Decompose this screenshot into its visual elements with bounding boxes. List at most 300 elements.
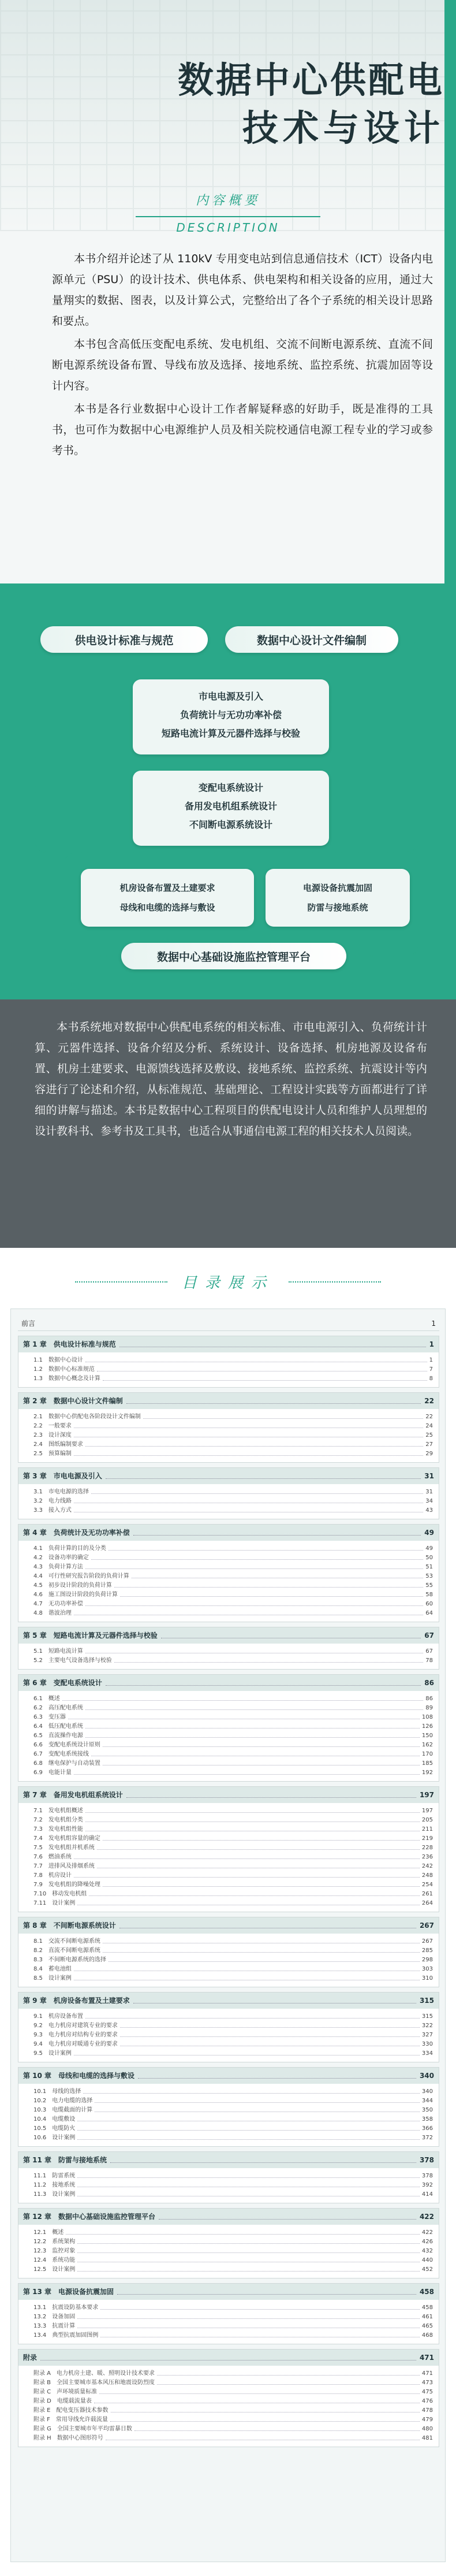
toc-chapter-title: 第 3 章 市电电源及引入	[23, 1472, 102, 1480]
toc-leader-dots	[133, 1993, 416, 2003]
toc-section	[18, 1563, 439, 1572]
toc-section-title: 6.5 直流操作电源	[33, 1733, 83, 1739]
toc-section-page: 461	[421, 2314, 433, 2320]
toc-chapter	[18, 1524, 439, 1622]
toc-section	[18, 2012, 439, 2021]
toc-chapter-heading	[18, 2068, 439, 2084]
toc-leader-dots	[85, 1600, 423, 1606]
toc-section	[18, 1825, 439, 1834]
toc-leader-dots	[120, 2021, 420, 2028]
toc-chapter-heading	[18, 1468, 439, 1484]
toc-chapter-heading	[18, 1917, 439, 1934]
toc-section-title: 10.6 设计案例	[33, 2135, 76, 2141]
toc-chapter-heading	[18, 2350, 439, 2366]
toc-section-page: 285	[421, 1947, 433, 1954]
toc-heading-text: 目录展示	[181, 1274, 274, 1292]
toc-leader-dots	[106, 1675, 421, 1686]
intro-heading-divider	[136, 216, 320, 217]
toc-section-title: 4.2 设备功率的确定	[33, 1555, 89, 1561]
book-title	[144, 58, 444, 154]
toc-section-page: 378	[421, 2173, 433, 2179]
toc-section-page: 327	[421, 2032, 433, 2038]
toc-section-page: 211	[421, 1826, 433, 1832]
toc-section-title: 2.3 设计深度	[33, 1432, 72, 1438]
cover-section	[0, 0, 456, 583]
toc-chapter-title: 第 4 章 负荷统计及无功功率补偿	[23, 1529, 130, 1537]
toc-section-title: 8.5 设计案例	[33, 1975, 72, 1982]
toc-section	[18, 1506, 439, 1515]
toc-section-page: 471	[421, 2370, 433, 2377]
toc-section-page: 64	[425, 1610, 433, 1616]
toc-section-title: 7.6 燃油系统	[33, 1854, 72, 1860]
toc-heading-rule-left	[75, 1281, 167, 1283]
toc-chapter	[18, 2208, 439, 2278]
toc-section-title: 1.2 数据中心标准规范	[33, 1366, 95, 1373]
toc-section-page: 51	[425, 1564, 433, 1570]
toc-chapter-heading	[18, 1627, 439, 1644]
toc-chapter-title: 第 7 章 备用发电机组系统设计	[23, 1791, 123, 1799]
toc-leader-dots	[117, 2284, 416, 2295]
toc-section-page: 334	[421, 2050, 433, 2057]
toc-section-page: 298	[421, 1957, 433, 1963]
toc-preface	[18, 1316, 439, 1331]
summary-text	[35, 1017, 427, 1142]
toc-leader-dots	[157, 2369, 420, 2376]
toc-section-page: 344	[421, 2098, 433, 2104]
toc-section-page: 58	[425, 1592, 433, 1598]
toc-chapter-title: 第 5 章 短路电流计算及元器件选择与校验	[23, 1631, 158, 1640]
toc-section	[18, 1937, 439, 1946]
toc-chapter	[18, 1917, 439, 1987]
toc-section	[18, 2322, 439, 2331]
toc-section-title: 6.1 概述	[33, 1696, 60, 1702]
toc-section-page: 414	[421, 2191, 433, 2198]
toc-leader-dots	[103, 1880, 420, 1887]
toc-leader-dots	[74, 1768, 420, 1775]
toc-section	[18, 1965, 439, 1974]
toc-section-page: 34	[425, 1498, 433, 1504]
toc-section-page: 476	[421, 2398, 433, 2404]
toc-leader-dots	[91, 1488, 423, 1494]
toc-leader-dots	[74, 2049, 420, 2055]
toc-section-title: 2.5 预算编制	[33, 1451, 72, 1457]
toc-section	[18, 2434, 439, 2443]
toc-section	[18, 2040, 439, 2049]
toc-leader-dots	[119, 1336, 426, 1347]
toc-section-title: 7.9 发电机组的降噪处理	[33, 1882, 100, 1888]
diagram-item: 变配电系统设计	[198, 782, 263, 793]
toc-section-page: 55	[425, 1582, 433, 1589]
toc-leader-dots	[74, 1497, 423, 1503]
toc-section	[18, 1656, 439, 1666]
toc-section-page: 219	[421, 1835, 433, 1842]
toc-section	[18, 2031, 439, 2040]
toc-section	[18, 1356, 439, 1365]
toc-section-page: 60	[425, 1601, 433, 1607]
toc-section-title: 13.3 抗震计算	[33, 2323, 76, 2329]
toc-leader-dots	[120, 1590, 423, 1597]
toc-leader-dots	[103, 1759, 420, 1765]
toc-chapter-page: 1	[429, 1340, 434, 1348]
toc-section-title: 11.1 防雷系统	[33, 2173, 76, 2179]
toc-section	[18, 1497, 439, 1506]
toc-chapter	[18, 1992, 439, 2062]
toc-chapter-title: 第 10 章 母线和电缆的选择与敷设	[23, 2072, 135, 2080]
toc-section-title: 7.2 发电机组分类	[33, 1817, 83, 1823]
toc-heading	[0, 1271, 456, 1292]
toc-chapter-heading	[18, 1336, 439, 1352]
toc-leader-dots	[106, 1468, 421, 1479]
toc-section	[18, 2228, 439, 2237]
toc-section	[18, 2097, 439, 2106]
toc-chapter-page: 315	[419, 1997, 434, 2005]
toc-section-page: 458	[421, 2304, 433, 2311]
toc-leader-dots	[132, 1572, 423, 1578]
toc-section-page: 25	[425, 1432, 433, 1438]
toc-leader-dots	[103, 1741, 420, 1747]
toc-leader-dots	[97, 1862, 420, 1868]
toc-leader-dots	[85, 1563, 423, 1569]
toc-section-title: 9.1 机房设备布置	[33, 2013, 83, 2020]
toc-section-title: 13.2 设备加固	[33, 2314, 76, 2320]
toc-section-title: 1.1 数据中心设计	[33, 1357, 83, 1363]
toc-chapter-title: 附录	[23, 2354, 38, 2362]
toc-section-title: 10.2 电力电缆的选择	[33, 2098, 93, 2104]
toc-section-title: 6.2 高压配电系统	[33, 1705, 83, 1711]
toc-section-page: 468	[421, 2332, 433, 2339]
toc-section-page: 89	[425, 1705, 433, 1711]
toc-section	[18, 1816, 439, 1825]
toc-section-title: 4.8 谐波治理	[33, 1610, 72, 1616]
toc-section	[18, 1899, 439, 1908]
toc-section-page: 440	[421, 2257, 433, 2263]
toc-section-title: 4.1 负荷计算的目的及分类	[33, 1545, 106, 1552]
toc-section-title: 3.3 接入方式	[33, 1507, 72, 1514]
toc-section-title: 11.3 设计案例	[33, 2191, 76, 2198]
toc-section	[18, 2087, 439, 2097]
toc-section-title: 6.6 变配电系统设计原则	[33, 1742, 100, 1748]
toc-section-page: 426	[421, 2239, 433, 2245]
toc-section	[18, 2237, 439, 2247]
toc-leader-dots	[157, 2378, 420, 2385]
toc-section	[18, 1365, 439, 1374]
toc-section-page: 170	[421, 1751, 433, 1757]
toc-section-title: 附录 A 电力机房土建、暖、照明设计技术要求	[33, 2370, 155, 2377]
toc-section-title: 5.2 主要电气设备选择与校验	[33, 1657, 112, 1664]
toc-leader-dots	[120, 2040, 420, 2046]
toc-section	[18, 1713, 439, 1722]
toc-section-page: 322	[421, 2023, 433, 2029]
intro-heading-zh: 内容概要	[195, 194, 260, 208]
toc-chapter-heading	[18, 2284, 439, 2300]
toc-section-page: 254	[421, 1882, 433, 1888]
intro-paragraph: 本书介绍并论述了从 110kV 专用变电站到信息通信技术（ICT）设备内电源单元（PSU）的设计技术、供电体系、供电架构和相关设备的应用，通过大量翔实的数据、图表，以及计算公式，完整给出了各个子系统的相关设计思路和要点。	[52, 252, 433, 328]
toc-chapter-page: 340	[419, 2072, 434, 2080]
toc-section-page: 24	[425, 1423, 433, 1429]
toc-chapter-title: 第 8 章 不间断电源系统设计	[23, 1921, 116, 1930]
toc-section	[18, 2388, 439, 2397]
toc-section	[18, 1759, 439, 1768]
toc-leader-dots	[91, 1553, 423, 1560]
toc-section	[18, 1956, 439, 1965]
toc-section	[18, 2265, 439, 2274]
toc-section-page: 162	[421, 1742, 433, 1748]
toc-leader-dots	[77, 2115, 420, 2121]
diagram-group-systems	[133, 771, 329, 846]
toc-leader-dots	[74, 1422, 423, 1428]
toc-section-title: 2.4 图纸编制要求	[33, 1441, 83, 1448]
toc-section-title: 9.4 电力机房对暖通专业的要求	[33, 2041, 118, 2047]
toc-section	[18, 1704, 439, 1713]
diagram-group-power-source	[133, 679, 329, 754]
toc-leader-dots	[74, 1506, 423, 1512]
toc-section	[18, 1412, 439, 1422]
toc-leader-dots	[77, 2237, 420, 2244]
toc-section	[18, 1647, 439, 1656]
toc-section-page: 303	[421, 1966, 433, 1972]
toc-section-page: 197	[421, 1808, 433, 1814]
toc-section-title: 12.4 系统功能	[33, 2257, 76, 2263]
toc-leader-dots	[74, 1974, 420, 1980]
toc-section-page: 78	[425, 1657, 433, 1664]
accent-band	[444, 0, 456, 583]
toc-section-page: 372	[421, 2135, 433, 2141]
toc-leader-dots	[114, 1656, 423, 1663]
toc-leader-dots	[62, 1694, 423, 1701]
toc-section-page: 22	[425, 1414, 433, 1420]
toc-leader-dots	[85, 1816, 420, 1822]
toc-section-title: 10.5 电缆防火	[33, 2125, 76, 2132]
toc-leader-dots	[74, 1871, 420, 1878]
toc-chapter-heading	[18, 1393, 439, 1409]
toc-section-page: 248	[421, 1872, 433, 1879]
toc-chapter	[18, 1674, 439, 1782]
toc-section-title: 5.1 短路电流计算	[33, 1648, 83, 1655]
intro-heading	[124, 191, 332, 237]
toc-chapter-heading	[18, 1525, 439, 1541]
toc-chapter	[18, 2151, 439, 2203]
diagram-item: 短路电流计算及元器件选择与校验	[161, 728, 300, 739]
toc-section-page: 1	[429, 1357, 433, 1363]
toc-section-title: 7.3 发电机组性能	[33, 1826, 83, 1832]
toc-section-page: 478	[421, 2407, 433, 2414]
toc-chapter	[18, 1627, 439, 1670]
toc-section-page: 49	[425, 1545, 433, 1552]
toc-leader-dots	[74, 1449, 423, 1456]
toc-leader-dots	[85, 1825, 420, 1831]
toc-section	[18, 1768, 439, 1778]
intro-heading-en: DESCRIPTION	[176, 221, 280, 235]
toc-section	[18, 1731, 439, 1741]
toc-section	[18, 1590, 439, 1600]
toc-section-page: 330	[421, 2041, 433, 2047]
toc-section-page: 479	[421, 2417, 433, 2423]
toc-section-page: 432	[421, 2248, 433, 2254]
toc-leader-dots	[133, 1525, 421, 1536]
toc-section	[18, 1488, 439, 1497]
toc-section	[18, 1553, 439, 1563]
toc-chapter-title: 第 11 章 防雷与接地系统	[23, 2156, 107, 2164]
toc-section	[18, 1722, 439, 1731]
toc-chapter	[18, 2067, 439, 2147]
toc-section	[18, 2106, 439, 2115]
toc-leader-dots	[94, 2397, 420, 2403]
toc-section	[18, 1871, 439, 1880]
toc-chapter-page: 49	[424, 1529, 434, 1537]
toc-section	[18, 2331, 439, 2340]
diagram-item: 机房设备布置及土建要求	[119, 883, 215, 893]
toc-leader-dots	[74, 1853, 420, 1859]
toc-section-title: 7.5 发电机组并机系统	[33, 1845, 95, 1851]
toc-section	[18, 1374, 439, 1384]
toc-section-page: 228	[421, 1845, 433, 1851]
toc-leader-dots	[120, 2031, 420, 2037]
toc-section-page: 261	[421, 1891, 433, 1897]
toc-section-title: 8.2 直流不间断电源系统	[33, 1947, 100, 1954]
toc-leader-dots	[110, 2415, 420, 2422]
toc-section-page: 27	[425, 1441, 433, 1448]
toc-section-page: 185	[421, 1760, 433, 1767]
toc-chapter	[18, 1467, 439, 1519]
diagram-node-monitoring: 数据中心基础设施监控管理平台	[121, 943, 346, 969]
toc-leader-dots	[114, 1581, 423, 1588]
toc-leader-dots	[85, 1731, 420, 1738]
diagram-group-layout	[81, 869, 254, 927]
toc-leader-dots	[85, 1722, 420, 1729]
toc-chapter-page: 378	[419, 2156, 434, 2164]
toc-section	[18, 2425, 439, 2434]
toc-leader-dots	[85, 1440, 423, 1447]
toc-chapter-page: 267	[419, 1921, 434, 1930]
toc-leader-dots	[161, 1627, 421, 1638]
diagram-group-protection	[266, 869, 410, 927]
title-line-1: 数据中心供配电	[177, 59, 444, 101]
toc-section-page: 480	[421, 2426, 433, 2432]
toc-chapter-title: 第 12 章 数据中心基础设施监控管理平台	[23, 2213, 156, 2221]
toc-leader-dots	[77, 2190, 420, 2196]
toc-section-title: 8.3 不间断电源系统的选择	[33, 1957, 106, 1963]
toc-section-title: 附录 C 声环境质量标准	[33, 2389, 98, 2395]
toc-leader-dots	[134, 2425, 420, 2431]
toc-section-page: 67	[425, 1648, 433, 1655]
toc-section	[18, 1806, 439, 1816]
toc-section-page: 8	[429, 1376, 433, 1382]
toc-section-page: 43	[425, 1507, 433, 1514]
toc-leader-dots	[126, 1393, 421, 1404]
toc-leader-dots	[119, 1917, 416, 1928]
toc-section	[18, 1609, 439, 1618]
toc-section-page: 31	[425, 1489, 433, 1495]
toc-leader-dots	[66, 2228, 420, 2235]
toc-section-page: 267	[421, 1938, 433, 1945]
toc-section-title: 7.10 移动发电机组	[33, 1891, 87, 1897]
toc-section-page: 452	[421, 2266, 433, 2273]
toc-section	[18, 1572, 439, 1581]
toc-leader-dots	[85, 1704, 423, 1710]
toc-section	[18, 1694, 439, 1704]
toc-leader-dots	[110, 2152, 416, 2163]
toc-section	[18, 2303, 439, 2313]
toc-section	[18, 2247, 439, 2256]
title-line-2: 技术与设计	[242, 107, 444, 149]
toc-section-title: 附录 G 全国主要城市年平均雷暴日数	[33, 2426, 132, 2432]
toc-leader-dots	[109, 1956, 420, 1962]
toc-section	[18, 1974, 439, 1983]
toc-section-title: 6.4 低压配电系统	[33, 1723, 83, 1730]
toc-leader-dots	[91, 1750, 420, 1756]
toc-section-title: 7.8 机房设计	[33, 1872, 72, 1879]
toc-section-title: 附录 H 数据中心图形符号	[33, 2435, 103, 2441]
toc-leader-dots	[109, 1544, 423, 1551]
toc-section-title: 附录 F 常用导线允许载流量	[33, 2417, 108, 2423]
toc-preface-label: 前言	[21, 1319, 36, 1328]
toc-leader-dots	[95, 2106, 420, 2112]
toc-section-title: 7.11 设计案例	[33, 1900, 76, 1906]
toc-section-page: 192	[421, 1770, 433, 1776]
toc-section-title: 10.4 电缆敷设	[33, 2116, 76, 2122]
toc-section-page: 310	[421, 1975, 433, 1982]
toc-chapter	[18, 1392, 439, 1463]
diagram-item: 市电电源及引入	[198, 691, 263, 702]
toc-chapter-title: 第 2 章 数据中心设计文件编制	[23, 1397, 123, 1405]
toc-section-page: 475	[421, 2389, 433, 2395]
toc-leader-dots	[106, 2434, 420, 2440]
toc-leader-dots	[99, 2388, 420, 2394]
toc-section	[18, 1853, 439, 1862]
toc-leader-dots	[85, 1806, 420, 1813]
toc-chapter-page: 22	[424, 1397, 434, 1405]
toc-section-page: 473	[421, 2380, 433, 2386]
toc-leader-dots	[85, 1647, 423, 1653]
toc-section-page: 53	[425, 1573, 433, 1579]
toc-section	[18, 2415, 439, 2425]
diagram-item: 不间断电源系统设计	[189, 819, 272, 830]
toc-section	[18, 1422, 439, 1431]
toc-section	[18, 1880, 439, 1890]
toc-chapter	[18, 1336, 439, 1388]
toc-section-title: 附录 D 电缆载流量表	[33, 2398, 92, 2404]
toc-section-page: 422	[421, 2229, 433, 2236]
toc-chapter-title: 第 13 章 电源设备抗震加固	[23, 2288, 114, 2296]
toc-leader-dots	[74, 1965, 420, 1971]
toc-chapter-heading	[18, 1787, 439, 1803]
toc-section-title: 2.2 一般要求	[33, 1423, 72, 1429]
toc-section	[18, 2133, 439, 2143]
toc-section-page: 150	[421, 1733, 433, 1739]
toc-section-title: 9.2 电力机房对建筑专业的要求	[33, 2023, 118, 2029]
toc-section	[18, 2181, 439, 2190]
toc-leader-dots	[103, 1937, 420, 1943]
toc-section-page: 126	[421, 1723, 433, 1730]
toc-section-title: 6.9 电能计量	[33, 1770, 72, 1776]
toc-section-title: 2.1 数据中心供配电各阶段设计文件编制	[33, 1414, 141, 1420]
toc-section-page: 205	[421, 1817, 433, 1823]
toc-leader-dots	[77, 2247, 420, 2253]
toc-section	[18, 1843, 439, 1853]
toc-chapter-heading	[18, 1993, 439, 2009]
toc-section-title: 4.6 施工图设计阶段的负荷计算	[33, 1592, 118, 1598]
toc-leader-dots	[77, 2313, 420, 2319]
toc-section-title: 12.5 设计案例	[33, 2266, 76, 2273]
toc-section-title: 13.4 典型抗震加固图例	[33, 2332, 99, 2339]
toc-section	[18, 1834, 439, 1843]
toc-leader-dots	[40, 2350, 416, 2361]
toc-leader-dots	[97, 1365, 427, 1371]
toc-leader-dots	[95, 2097, 420, 2103]
toc-section-title: 1.3 数据中心概念及计算	[33, 1376, 100, 1382]
toc-section-title: 附录 E 配电变压器技术参数	[33, 2407, 109, 2414]
toc-section-page: 236	[421, 1854, 433, 1860]
